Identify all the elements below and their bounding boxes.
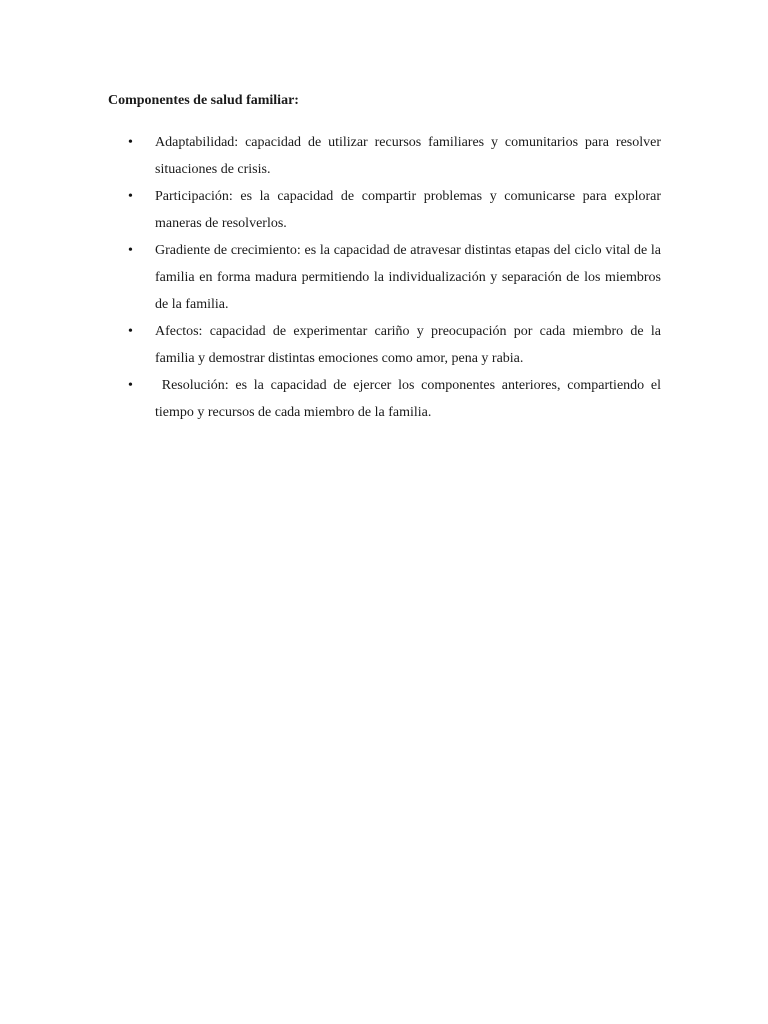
list-item-adaptabilidad: [128, 129, 661, 183]
bullet-icon: •: [128, 135, 133, 150]
bullet-icon: •: [128, 189, 133, 204]
list-item-text: Resolución: es la capacidad de ejercer los componentes anteriores, compartiendo el tiempo y recursos de cada miembro de la familia.: [155, 378, 665, 420]
list-item-text: Afectos: capacidad de experimentar cariño y preocupación por cada miembro de la familia y demostrar distintas emociones como amor, pena y rabia.: [155, 324, 661, 366]
bullet-icon: •: [128, 378, 133, 393]
list-item-text: Gradiente de crecimiento: es la capacidad de atravesar distintas etapas del ciclo vital de la familia en forma madura permitiendo la individualización y separación de los miembros de la familia.: [155, 243, 661, 312]
list-item-afectos: [128, 318, 661, 372]
list-item-text: Participación: es la capacidad de compartir problemas y comunicarse para explorar maneras de resolverlos.: [155, 189, 661, 231]
section-heading: Componentes de salud familiar:: [108, 93, 299, 108]
bullet-icon: •: [128, 243, 133, 258]
components-list: [128, 129, 665, 426]
list-item-participacion: [128, 183, 661, 237]
list-item-gradiente: [128, 237, 661, 318]
bullet-icon: •: [128, 324, 133, 339]
list-item-text: Adaptabilidad: capacidad de utilizar recursos familiares y comunitarios para resolver situaciones de crisis.: [155, 135, 661, 177]
list-item-resolucion: [128, 372, 665, 426]
